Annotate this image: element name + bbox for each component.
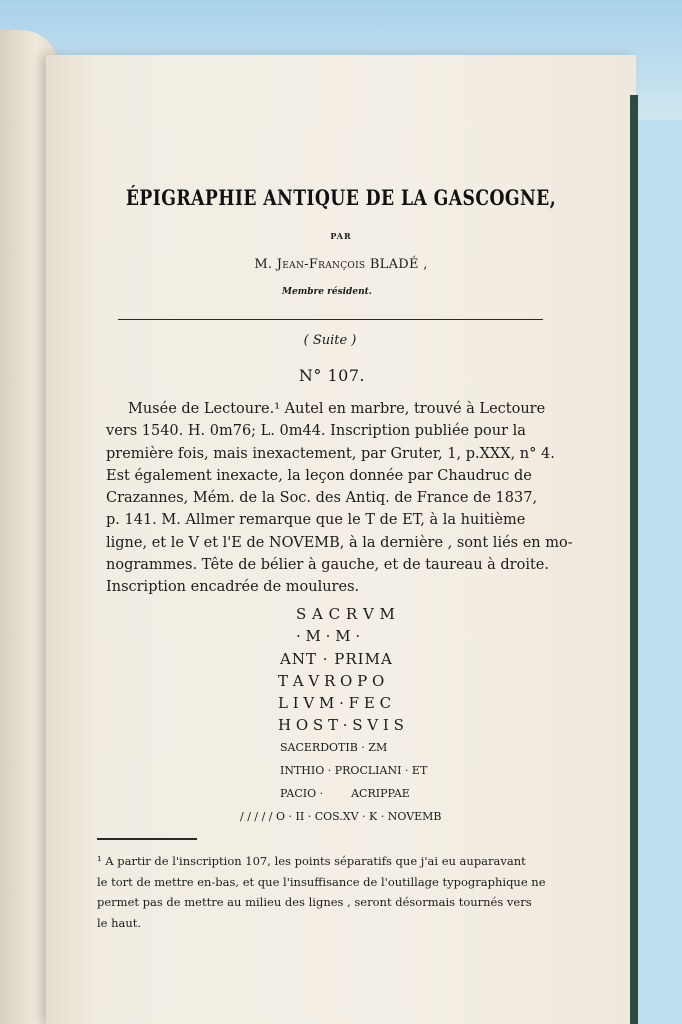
description-paragraph: [106, 398, 573, 599]
inscription-line: · M · M ·: [296, 627, 361, 645]
inscription-line: H O S T · S V I S: [278, 716, 404, 734]
inscription-line: S A C R V M: [296, 605, 396, 623]
inscription-line: PACIO · ACRIPPAE: [280, 787, 410, 800]
footnote-line: ¹ A partir de l'inscription 107, les points séparatifs que j'ai eu auparavant: [97, 854, 526, 868]
footnote-rule: [97, 838, 197, 840]
footnote: [97, 851, 587, 933]
suite-label: ( Suite ): [303, 333, 357, 348]
author-role: Membre résident.: [282, 287, 372, 297]
paragraph-line: Est également inexacte, la leçon donnée par Chaudruc de: [106, 467, 532, 484]
page-title: ÉPIGRAPHIE ANTIQUE DE LA GASCOGNE,: [125, 185, 557, 210]
inscription-line: SACERDOTIB · ZM: [280, 741, 388, 754]
inscription-line: T A V R O P O: [278, 672, 385, 690]
paragraph-line: Crazannes, Mém. de la Soc. des Antiq. de France de 1837,: [106, 490, 538, 507]
paragraph-line: p. 141. M. Allmer remarque que le T de ET, à la huitième: [106, 512, 526, 529]
paragraph-line: nogrammes. Tête de bélier à gauche, et de taureau à droite.: [106, 557, 550, 574]
paragraph-line: Inscription encadrée de moulures.: [106, 579, 360, 596]
paragraph-line: première fois, mais inexactement, par Gruter, 1, p.XXX, n° 4.: [106, 445, 555, 462]
inscription-number: N° 107.: [298, 366, 366, 385]
footnote-line: permet pas de mettre au milieu des lignes , seront désormais tournés vers: [97, 895, 532, 909]
author-line: M. Jean-François BLADÉ ,: [254, 257, 428, 272]
inscription-line: L I V M · F E C: [278, 694, 392, 712]
footnote-line: le haut.: [97, 915, 142, 930]
paragraph-line: ligne, et le V et l'E de NOVEMB, à la dernière , sont liés en mo-: [106, 534, 573, 551]
inscription-line: ANT · PRIMA: [280, 650, 393, 668]
inscription-line: INTHIO · PROCLIANI · ET: [280, 764, 428, 777]
paragraph-line: Musée de Lectoure.¹ Autel en marbre, trouvé à Lectoure: [128, 401, 546, 417]
inscription-line: / / / / / O · II · COS.XV · K · NOVEMB: [240, 810, 442, 823]
footnote-line: le tort de mettre en-bas, et que l'insuffisance de l'outillage typographique ne: [97, 874, 546, 889]
par-label: PAR: [330, 231, 352, 241]
header-rule: [118, 319, 543, 320]
paragraph-line: vers 1540. H. 0m76; L. 0m44. Inscription publiée pour la: [106, 423, 526, 440]
